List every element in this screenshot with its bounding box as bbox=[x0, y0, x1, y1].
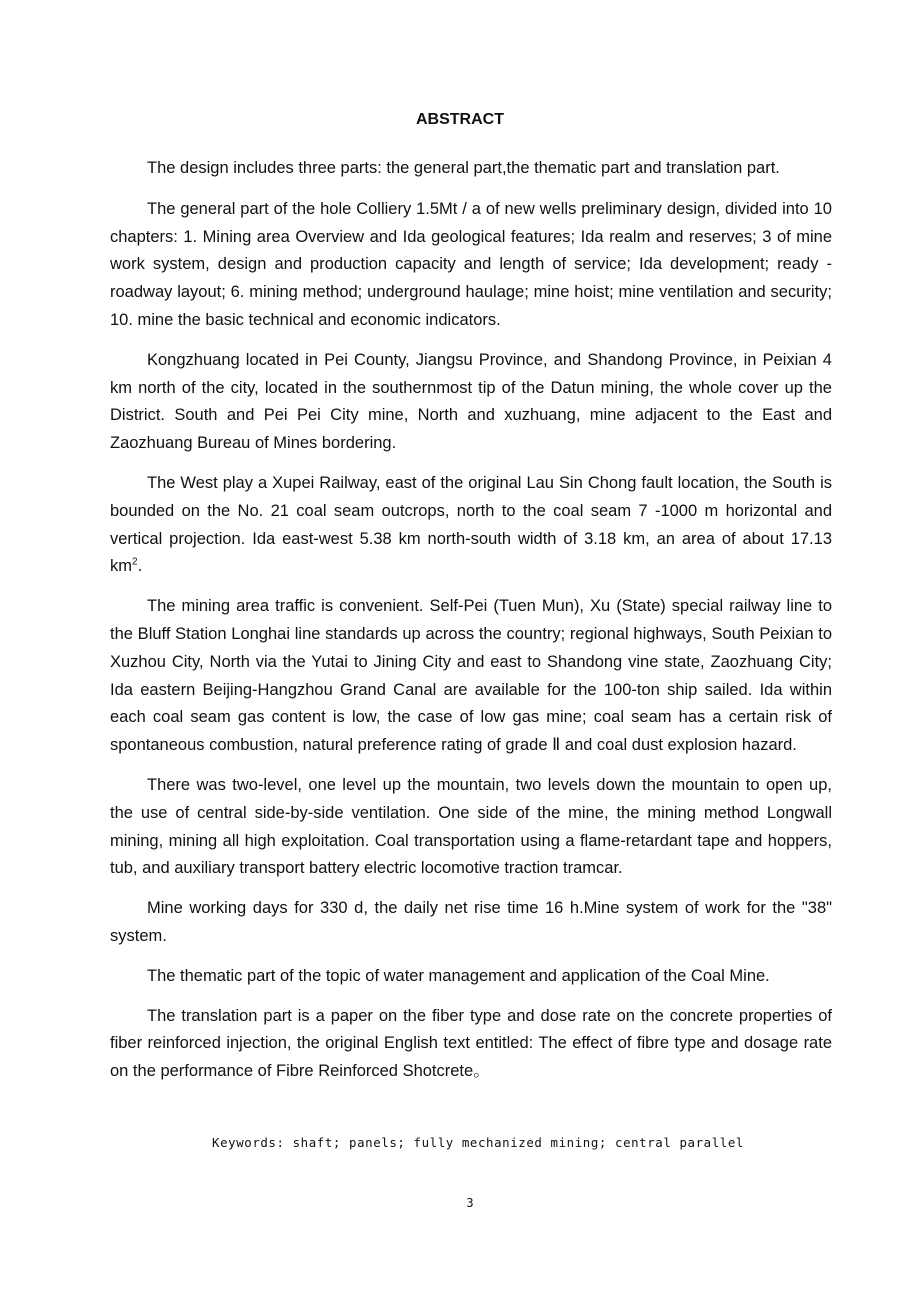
paragraph-traffic: The mining area traffic is convenient. Self-Pei (Tuen Mun), Xu (State) special railway line to the Bluff Station Longhai line standards up across the country; regional highways, South Peixian to Xuzhou City, North via the Yutai to Jining City and east to Shandong vine state, Zaozhuang City; Ida eastern Beijing-Hangzhou Grand Canal are available for the 100-ton ship sailed. Ida within each coal seam gas content is low, the case of low gas mine; coal seam has a certain risk of spontaneous combustion, natural preference rating of grade Ⅱ and coal dust explosion hazard. bbox=[110, 597, 832, 755]
paragraph-thematic: The thematic part of the topic of water management and application of the Coal Mine. bbox=[147, 966, 770, 985]
area-unit-suffix: . bbox=[137, 557, 143, 576]
abstract-heading: ABSTRACT bbox=[416, 111, 504, 128]
paragraph-overview: The design includes three parts: the general part,the thematic part and translation part. bbox=[147, 159, 780, 177]
paragraph-general-part: The general part of the hole Colliery 1.5Mt / a of new wells preliminary design, divided into 10 chapters: 1. Mining area Overview and Ida geological features; Ida realm and reserves; 3 of mine work system, design and production capacity and length of service; Ida development; ready - roadway layout; 6. mining method; underground haulage; mine hoist; mine ventilation and security; 10. mine the basic technical and economic indicators. bbox=[110, 199, 832, 329]
paragraph-boundaries bbox=[110, 470, 832, 581]
abstract-body bbox=[110, 155, 832, 1098]
paragraph-translation: The translation part is a paper on the fiber type and dose rate on the concrete properties of fiber reinforced injection, the original English text entitled: The effect of fibre type and dosage rate on the performance of Fibre Reinforced Shotcrete。 bbox=[110, 1006, 832, 1081]
keywords-line: Keywords: shaft; panels; fully mechanized mining; central parallel bbox=[212, 1135, 744, 1150]
paragraph-development: There was two-level, one level up the mountain, two levels down the mountain to open up, the use of central side-by-side ventilation. One side of the mine, the mining method Longwall mining, mining all high exploitation. Coal transportation using a flame-retardant tape and hoppers, tub, and auxiliary transport battery electric locomotive traction tramcar. bbox=[110, 775, 832, 878]
area-unit-superscript: 2 bbox=[132, 556, 138, 568]
paragraph-boundaries-text: The West play a Xupei Railway, east of the original Lau Sin Chong fault location, the South is bounded on the No. 21 coal seam outcrops, north to the coal seam 7 -1000 m horizontal and vertical projection. Ida east-west 5.38 km north-south width of 3.18 km, an area of about 17.13 km bbox=[110, 473, 832, 576]
paragraph-location: Kongzhuang located in Pei County, Jiangsu Province, and Shandong Province, in Peixian 4 km north of the city, located in the southernmost tip of the Datun mining, the whole cover up the District. South and Pei Pei City mine, North and xuzhuang, mine adjacent to the East and Zaozhuang Bureau of Mines bordering. bbox=[110, 350, 832, 453]
paragraph-working-days: Mine working days for 330 d, the daily net rise time 16 h.Mine system of work for the "38" system. bbox=[110, 899, 832, 945]
page-number: 3 bbox=[466, 1196, 474, 1210]
